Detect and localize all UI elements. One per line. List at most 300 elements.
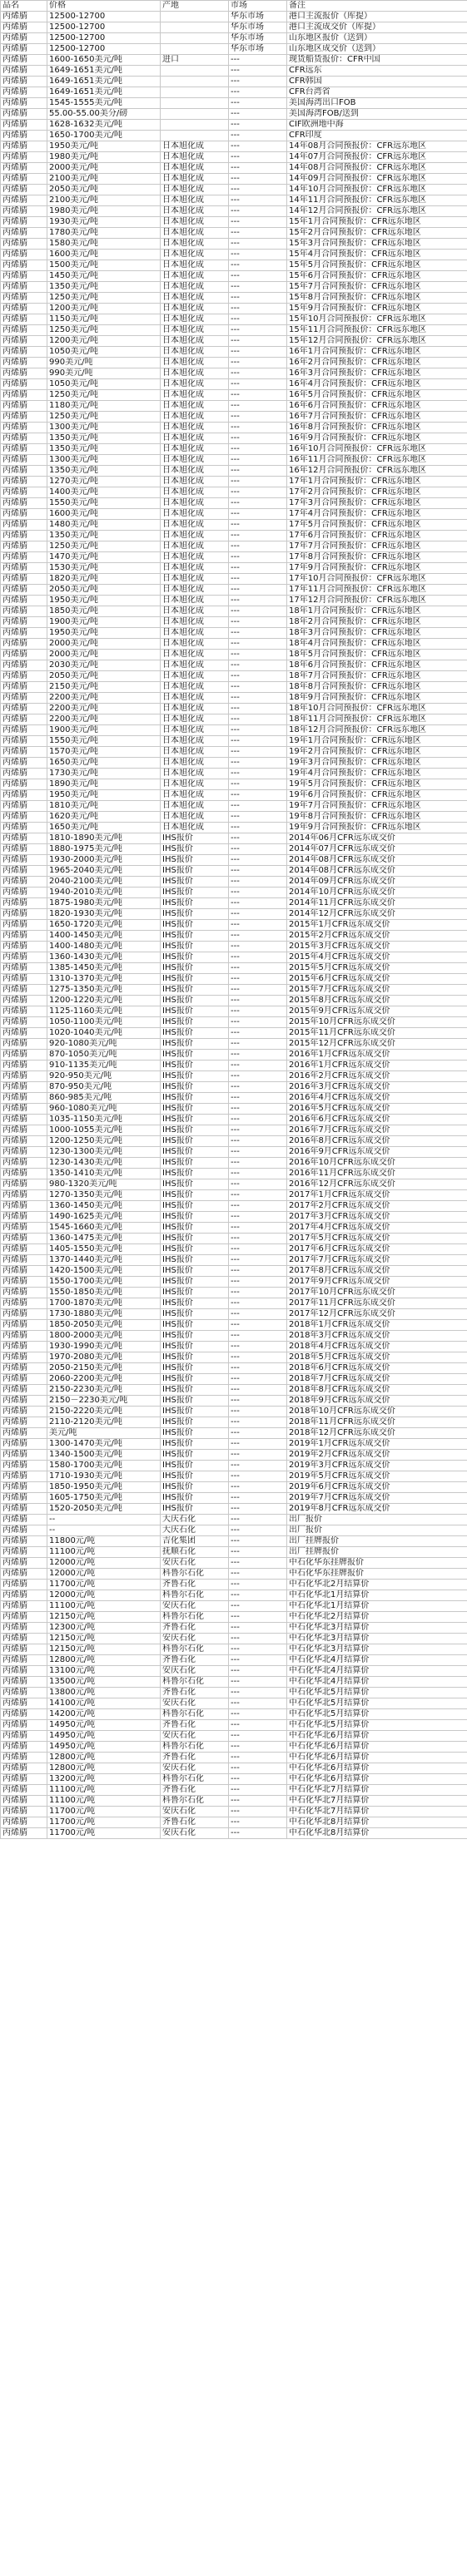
cell-product: 丙烯腈 xyxy=(1,401,47,412)
table-row xyxy=(1,1525,467,1536)
cell-remark: 15年1月合同预报价：CFR远东地区 xyxy=(287,217,467,228)
cell-remark: 2015年3月CFR远东成交价 xyxy=(287,942,467,952)
cell-product: 丙烯腈 xyxy=(1,120,47,131)
cell-remark: 2018年6月CFR远东成交价 xyxy=(287,1363,467,1374)
cell-price: 1270-1350美元/吨 xyxy=(47,1190,161,1201)
cell-price: 1200美元/吨 xyxy=(47,336,161,347)
table-row xyxy=(1,855,467,866)
cell-price: 1600美元/吨 xyxy=(47,250,161,260)
cell-price: 2050美元/吨 xyxy=(47,671,161,682)
cell-remark: 15年9月合同预报价：CFR远东地区 xyxy=(287,304,467,314)
cell-origin: 日本旭化成 xyxy=(161,271,229,282)
cell-product: 丙烯腈 xyxy=(1,1266,47,1277)
table-row xyxy=(1,1796,467,1807)
cell-market: --- xyxy=(229,1417,287,1428)
cell-market: --- xyxy=(229,790,287,801)
cell-remark: 2014年08月CFR远东成交价 xyxy=(287,855,467,866)
cell-product: 丙烯腈 xyxy=(1,33,47,44)
cell-price: 2000美元/吨 xyxy=(47,639,161,650)
cell-remark: 港口主流报价（库提） xyxy=(287,12,467,22)
cell-remark: 19年7月合同预报价：CFR远东地区 xyxy=(287,801,467,812)
cell-remark: 美国海湾出口FOB xyxy=(287,98,467,109)
cell-price: 1730-1880美元/吨 xyxy=(47,1309,161,1320)
cell-market: --- xyxy=(229,1006,287,1017)
cell-origin: IHS报价 xyxy=(161,1374,229,1385)
cell-product: 丙烯腈 xyxy=(1,1504,47,1515)
cell-remark: 2017年7月CFR远东成交价 xyxy=(287,1255,467,1266)
cell-market: --- xyxy=(229,1753,287,1763)
table-row xyxy=(1,1763,467,1774)
cell-price: 1250美元/吨 xyxy=(47,412,161,423)
cell-remark: 16年5月合同预报价：CFR远东地区 xyxy=(287,390,467,401)
cell-market: --- xyxy=(229,1774,287,1785)
table-row xyxy=(1,552,467,563)
table-row xyxy=(1,22,467,33)
cell-origin: IHS报价 xyxy=(161,1093,229,1104)
cell-market: --- xyxy=(229,185,287,195)
cell-product: 丙烯腈 xyxy=(1,1461,47,1471)
cell-product: 丙烯腈 xyxy=(1,98,47,109)
cell-remark: 16年9月合同预报价：CFR远东地区 xyxy=(287,433,467,444)
cell-price: 1370-1440美元/吨 xyxy=(47,1255,161,1266)
cell-market: --- xyxy=(229,131,287,141)
cell-remark: 18年6月合同预报价：CFR远东地区 xyxy=(287,660,467,671)
cell-product: 丙烯腈 xyxy=(1,1071,47,1082)
cell-market: --- xyxy=(229,541,287,552)
cell-market: --- xyxy=(229,585,287,596)
cell-price: 12150元/吨 xyxy=(47,1644,161,1655)
cell-origin xyxy=(161,120,229,131)
cell-product: 丙烯腈 xyxy=(1,131,47,141)
cell-price: 12500-12700 xyxy=(47,44,161,55)
table-row xyxy=(1,952,467,963)
cell-product: 丙烯腈 xyxy=(1,1753,47,1763)
cell-market: --- xyxy=(229,498,287,509)
table-row xyxy=(1,1753,467,1763)
table-row xyxy=(1,1688,467,1698)
table-row xyxy=(1,866,467,877)
cell-product: 丙烯腈 xyxy=(1,747,47,758)
cell-price: 980-1320美元/吨 xyxy=(47,1179,161,1190)
cell-price: 1400美元/吨 xyxy=(47,487,161,498)
cell-remark: 2014年10月CFR远东成交价 xyxy=(287,888,467,898)
table-row xyxy=(1,844,467,855)
cell-market: --- xyxy=(229,1234,287,1244)
cell-price: 1500美元/吨 xyxy=(47,260,161,271)
cell-market: --- xyxy=(229,963,287,974)
cell-price: 12000元/吨 xyxy=(47,1590,161,1601)
cell-origin: IHS报价 xyxy=(161,1190,229,1201)
cell-market: --- xyxy=(229,1385,287,1396)
cell-origin: IHS报价 xyxy=(161,1363,229,1374)
cell-product: 丙烯腈 xyxy=(1,1828,47,1839)
cell-product: 丙烯腈 xyxy=(1,1028,47,1039)
cell-remark: 中石化华北5月结算价 xyxy=(287,1698,467,1709)
cell-price: 1649-1651美元/吨 xyxy=(47,66,161,77)
cell-remark: 2017年11月CFR远东成交价 xyxy=(287,1298,467,1309)
table-row xyxy=(1,412,467,423)
table-row xyxy=(1,769,467,779)
cell-market: --- xyxy=(229,920,287,931)
cell-price: 11100元/吨 xyxy=(47,1785,161,1796)
cell-product: 丙烯腈 xyxy=(1,920,47,931)
cell-remark: 中石化华北3月结算价 xyxy=(287,1634,467,1644)
cell-price: 1250美元/吨 xyxy=(47,541,161,552)
table-row xyxy=(1,1374,467,1385)
table-row xyxy=(1,1817,467,1828)
cell-remark: 16年2月合同预报价：CFR远东地区 xyxy=(287,358,467,368)
table-row xyxy=(1,985,467,996)
cell-origin xyxy=(161,44,229,55)
cell-remark: 中石化华北7月结算价 xyxy=(287,1796,467,1807)
table-row xyxy=(1,120,467,131)
cell-price: 1150美元/吨 xyxy=(47,314,161,325)
cell-product: 丙烯腈 xyxy=(1,1169,47,1179)
table-row xyxy=(1,779,467,790)
cell-product: 丙烯腈 xyxy=(1,963,47,974)
cell-price: 1310-1370美元/吨 xyxy=(47,974,161,985)
cell-remark: 18年11月合同预报价：CFR远东地区 xyxy=(287,714,467,725)
cell-remark: 17年5月合同预报价：CFR远东地区 xyxy=(287,520,467,531)
cell-market: --- xyxy=(229,1136,287,1147)
cell-origin: 科鲁尔石化 xyxy=(161,1644,229,1655)
cell-market: --- xyxy=(229,1093,287,1104)
cell-remark: 19年8月合同预报价：CFR远东地区 xyxy=(287,812,467,823)
cell-product: 丙烯腈 xyxy=(1,1558,47,1569)
cell-price: 12500-12700 xyxy=(47,33,161,44)
cell-price: 13200元/吨 xyxy=(47,1774,161,1785)
cell-price: 2050-2150美元/吨 xyxy=(47,1363,161,1374)
cell-price: 1580-1700美元/吨 xyxy=(47,1461,161,1471)
cell-market: --- xyxy=(229,725,287,736)
cell-product: 丙烯腈 xyxy=(1,336,47,347)
cell-origin: 日本旭化成 xyxy=(161,163,229,174)
cell-price: 910-1135美元/吨 xyxy=(47,1061,161,1071)
cell-product: 丙烯腈 xyxy=(1,617,47,628)
cell-origin: 日本旭化成 xyxy=(161,541,229,552)
table-row xyxy=(1,1666,467,1677)
cell-product: 丙烯腈 xyxy=(1,1439,47,1450)
cell-price: 14100元/吨 xyxy=(47,1698,161,1709)
table-row xyxy=(1,541,467,552)
table-row xyxy=(1,509,467,520)
cell-product: 丙烯腈 xyxy=(1,1785,47,1796)
cell-remark: 15年4月合同预报价：CFR远东地区 xyxy=(287,250,467,260)
cell-origin: 齐鲁石化 xyxy=(161,1817,229,1828)
cell-price: 1780美元/吨 xyxy=(47,228,161,239)
cell-origin: 日本旭化成 xyxy=(161,682,229,693)
cell-price: 12800元/吨 xyxy=(47,1763,161,1774)
cell-price: 1930美元/吨 xyxy=(47,217,161,228)
cell-origin: 日本旭化成 xyxy=(161,498,229,509)
cell-product: 丙烯腈 xyxy=(1,1547,47,1558)
cell-price: 1965-2040美元/吨 xyxy=(47,866,161,877)
cell-price: 1360-1450美元/吨 xyxy=(47,1201,161,1212)
table-row xyxy=(1,1309,467,1320)
table-row xyxy=(1,98,467,109)
cell-market: --- xyxy=(229,1169,287,1179)
cell-price: 1230-1430美元/吨 xyxy=(47,1158,161,1169)
cell-product: 丙烯腈 xyxy=(1,271,47,282)
cell-product: 丙烯腈 xyxy=(1,77,47,87)
cell-remark: 15年8月合同预报价：CFR远东地区 xyxy=(287,293,467,304)
table-row xyxy=(1,260,467,271)
cell-market: --- xyxy=(229,801,287,812)
cell-product: 丙烯腈 xyxy=(1,1688,47,1698)
cell-price: 14200元/吨 xyxy=(47,1709,161,1720)
cell-origin: 日本旭化成 xyxy=(161,790,229,801)
cell-product: 丙烯腈 xyxy=(1,1796,47,1807)
cell-origin xyxy=(161,109,229,120)
cell-price: 1600-1650美元/吨 xyxy=(47,55,161,66)
cell-remark: 18年8月合同预报价：CFR远东地区 xyxy=(287,682,467,693)
cell-price: 1730美元/吨 xyxy=(47,769,161,779)
cell-product: 丙烯腈 xyxy=(1,650,47,660)
cell-product: 丙烯腈 xyxy=(1,1644,47,1655)
cell-origin: 日本旭化成 xyxy=(161,520,229,531)
cell-market: 华东市场 xyxy=(229,33,287,44)
cell-origin: IHS报价 xyxy=(161,1396,229,1407)
cell-product: 丙烯腈 xyxy=(1,325,47,336)
table-row xyxy=(1,1536,467,1547)
cell-remark: 18年1月合同预报价：CFR远东地区 xyxy=(287,606,467,617)
cell-product: 丙烯腈 xyxy=(1,163,47,174)
cell-remark: 2015年5月CFR远东成交价 xyxy=(287,963,467,974)
cell-product: 丙烯腈 xyxy=(1,1817,47,1828)
cell-market: --- xyxy=(229,1179,287,1190)
table-row xyxy=(1,314,467,325)
cell-market: --- xyxy=(229,1266,287,1277)
cell-remark: 中石化华北7月结算价 xyxy=(287,1807,467,1817)
cell-market: --- xyxy=(229,1147,287,1158)
cell-remark: 中石化华北3月结算价 xyxy=(287,1623,467,1634)
table-row xyxy=(1,1266,467,1277)
cell-price: 14950元/吨 xyxy=(47,1742,161,1753)
table-row xyxy=(1,1071,467,1082)
cell-origin: IHS报价 xyxy=(161,1493,229,1504)
table-row xyxy=(1,1061,467,1071)
cell-product: 丙烯腈 xyxy=(1,693,47,704)
cell-origin: IHS报价 xyxy=(161,1179,229,1190)
cell-remark: 16年7月合同预报价：CFR远东地区 xyxy=(287,412,467,423)
cell-product: 丙烯腈 xyxy=(1,769,47,779)
table-row xyxy=(1,1212,467,1223)
cell-remark: 18年10月合同预报价：CFR远东地区 xyxy=(287,704,467,714)
cell-market: --- xyxy=(229,195,287,206)
cell-market: --- xyxy=(229,55,287,66)
table-row xyxy=(1,174,467,185)
cell-price: 1490-1625美元/吨 xyxy=(47,1212,161,1223)
cell-remark: 15年6月合同预报价：CFR远东地区 xyxy=(287,271,467,282)
cell-origin: IHS报价 xyxy=(161,1115,229,1125)
cell-remark: 2015年4月CFR远东成交价 xyxy=(287,952,467,963)
cell-origin: IHS报价 xyxy=(161,1104,229,1115)
cell-market: --- xyxy=(229,952,287,963)
cell-remark: 中石化华北6月结算价 xyxy=(287,1774,467,1785)
table-row xyxy=(1,1169,467,1179)
cell-price: 13500元/吨 xyxy=(47,1677,161,1688)
cell-remark: 18年4月合同预报价：CFR远东地区 xyxy=(287,639,467,650)
cell-price: 920-1080美元/吨 xyxy=(47,1039,161,1050)
cell-product: 丙烯腈 xyxy=(1,790,47,801)
table-row xyxy=(1,1558,467,1569)
table-row xyxy=(1,163,467,174)
cell-market: 华东市场 xyxy=(229,22,287,33)
cell-market: --- xyxy=(229,1590,287,1601)
cell-market: --- xyxy=(229,1158,287,1169)
cell-price: 2030美元/吨 xyxy=(47,660,161,671)
cell-price: 1270美元/吨 xyxy=(47,477,161,487)
cell-remark: 中石化华北4月结算价 xyxy=(287,1666,467,1677)
cell-remark: 15年11月合同预报价：CFR远东地区 xyxy=(287,325,467,336)
cell-product: 丙烯腈 xyxy=(1,1061,47,1071)
cell-origin: 齐鲁石化 xyxy=(161,1753,229,1763)
cell-remark: 17年7月合同预报价：CFR远东地区 xyxy=(287,541,467,552)
cell-price: 1350美元/吨 xyxy=(47,531,161,541)
cell-remark: 17年4月合同预报价：CFR远东地区 xyxy=(287,509,467,520)
cell-price: 1875-1980美元/吨 xyxy=(47,898,161,909)
cell-remark: 14年10月合同预报价：CFR远东地区 xyxy=(287,185,467,195)
cell-price: 1810-1890美元/吨 xyxy=(47,833,161,844)
cell-market: --- xyxy=(229,1742,287,1753)
table-row xyxy=(1,423,467,433)
cell-market: --- xyxy=(229,206,287,217)
cell-origin: IHS报价 xyxy=(161,942,229,952)
cell-market: --- xyxy=(229,596,287,606)
cell-market: --- xyxy=(229,1320,287,1331)
cell-origin: IHS报价 xyxy=(161,1277,229,1288)
cell-product: 丙烯腈 xyxy=(1,228,47,239)
cell-origin: IHS报价 xyxy=(161,1201,229,1212)
cell-market: --- xyxy=(229,1407,287,1417)
cell-market: --- xyxy=(229,217,287,228)
table-row xyxy=(1,931,467,942)
cell-remark: 19年1月合同预报价：CFR远东地区 xyxy=(287,736,467,747)
table-row xyxy=(1,628,467,639)
table-row xyxy=(1,1147,467,1158)
cell-price: 990美元/吨 xyxy=(47,368,161,379)
cell-remark: 2017年3月CFR远东成交价 xyxy=(287,1212,467,1223)
cell-remark: 2015年10月CFR远东成交价 xyxy=(287,1017,467,1028)
table-row xyxy=(1,671,467,682)
header-price: 价格 xyxy=(47,1,161,12)
cell-remark: 2016年7月CFR远东成交价 xyxy=(287,1125,467,1136)
cell-origin: 日本旭化成 xyxy=(161,314,229,325)
cell-market: --- xyxy=(229,844,287,855)
cell-product: 丙烯腈 xyxy=(1,1569,47,1580)
cell-market: --- xyxy=(229,1342,287,1352)
cell-origin: 日本旭化成 xyxy=(161,250,229,260)
cell-product: 丙烯腈 xyxy=(1,996,47,1006)
table-row xyxy=(1,185,467,195)
table-row xyxy=(1,1493,467,1504)
table-row xyxy=(1,487,467,498)
cell-origin: IHS报价 xyxy=(161,1212,229,1223)
cell-market: --- xyxy=(229,758,287,769)
cell-origin: 日本旭化成 xyxy=(161,671,229,682)
cell-price: 920-950美元/吨 xyxy=(47,1071,161,1082)
cell-origin: IHS报价 xyxy=(161,866,229,877)
cell-price: 11100元/吨 xyxy=(47,1796,161,1807)
table-row xyxy=(1,271,467,282)
cell-price: 1900美元/吨 xyxy=(47,617,161,628)
cell-market: --- xyxy=(229,336,287,347)
cell-remark: 出厂报价 xyxy=(287,1525,467,1536)
cell-remark: 2016年1月CFR远东成交价 xyxy=(287,1061,467,1071)
cell-price: 2050美元/吨 xyxy=(47,185,161,195)
cell-remark: 2018年9月CFR远东成交价 xyxy=(287,1396,467,1407)
cell-price: 1545-1555美元/吨 xyxy=(47,98,161,109)
cell-price: 1950美元/吨 xyxy=(47,596,161,606)
cell-price: 12300元/吨 xyxy=(47,1623,161,1634)
cell-market: --- xyxy=(229,1115,287,1125)
cell-remark: 2014年09月CFR远东成交价 xyxy=(287,877,467,888)
table-row xyxy=(1,736,467,747)
cell-remark: 2014年07月CFR远东成交价 xyxy=(287,844,467,855)
cell-origin: IHS报价 xyxy=(161,974,229,985)
cell-remark: 港口主流成交价（库提） xyxy=(287,22,467,33)
cell-product: 丙烯腈 xyxy=(1,1450,47,1461)
cell-remark: 2018年8月CFR远东成交价 xyxy=(287,1385,467,1396)
cell-origin: 科鲁尔石化 xyxy=(161,1774,229,1785)
cell-origin: 安庆石化 xyxy=(161,1666,229,1677)
cell-remark: 山东地区成交价（送到） xyxy=(287,44,467,55)
cell-product: 丙烯腈 xyxy=(1,541,47,552)
table-row xyxy=(1,195,467,206)
cell-origin: 日本旭化成 xyxy=(161,660,229,671)
cell-remark: 中石化华北6月结算价 xyxy=(287,1753,467,1763)
cell-market: --- xyxy=(229,682,287,693)
cell-market: --- xyxy=(229,1309,287,1320)
cell-product: 丙烯腈 xyxy=(1,206,47,217)
cell-market: --- xyxy=(229,1471,287,1482)
cell-market: --- xyxy=(229,1331,287,1342)
cell-product: 丙烯腈 xyxy=(1,520,47,531)
cell-price: 2150-2230美元/吨 xyxy=(47,1385,161,1396)
table-row xyxy=(1,1482,467,1493)
cell-origin: IHS报价 xyxy=(161,1266,229,1277)
cell-price: 1420-1500美元/吨 xyxy=(47,1266,161,1277)
cell-product: 丙烯腈 xyxy=(1,877,47,888)
cell-market: --- xyxy=(229,1190,287,1201)
table-row xyxy=(1,1342,467,1352)
cell-remark: 2017年9月CFR远东成交价 xyxy=(287,1277,467,1288)
cell-price: 1650-1700美元/吨 xyxy=(47,131,161,141)
table-row xyxy=(1,1288,467,1298)
table-row xyxy=(1,1807,467,1817)
cell-market: --- xyxy=(229,1569,287,1580)
cell-product: 丙烯腈 xyxy=(1,952,47,963)
table-row xyxy=(1,1774,467,1785)
cell-remark: CIF欧洲地中海 xyxy=(287,120,467,131)
cell-origin: IHS报价 xyxy=(161,1385,229,1396)
cell-price: 11800元/吨 xyxy=(47,1536,161,1547)
cell-market: --- xyxy=(229,996,287,1006)
cell-remark: 2017年8月CFR远东成交价 xyxy=(287,1266,467,1277)
cell-remark: 2017年2月CFR远东成交价 xyxy=(287,1201,467,1212)
cell-market: --- xyxy=(229,704,287,714)
table-row xyxy=(1,250,467,260)
cell-market: --- xyxy=(229,271,287,282)
cell-price: 12800元/吨 xyxy=(47,1655,161,1666)
table-row xyxy=(1,477,467,487)
cell-price: 1950美元/吨 xyxy=(47,141,161,152)
cell-product: 丙烯腈 xyxy=(1,1807,47,1817)
table-row xyxy=(1,1612,467,1623)
cell-remark: 15年5月合同预报价：CFR远东地区 xyxy=(287,260,467,271)
cell-market: --- xyxy=(229,293,287,304)
cell-product: 丙烯腈 xyxy=(1,1147,47,1158)
